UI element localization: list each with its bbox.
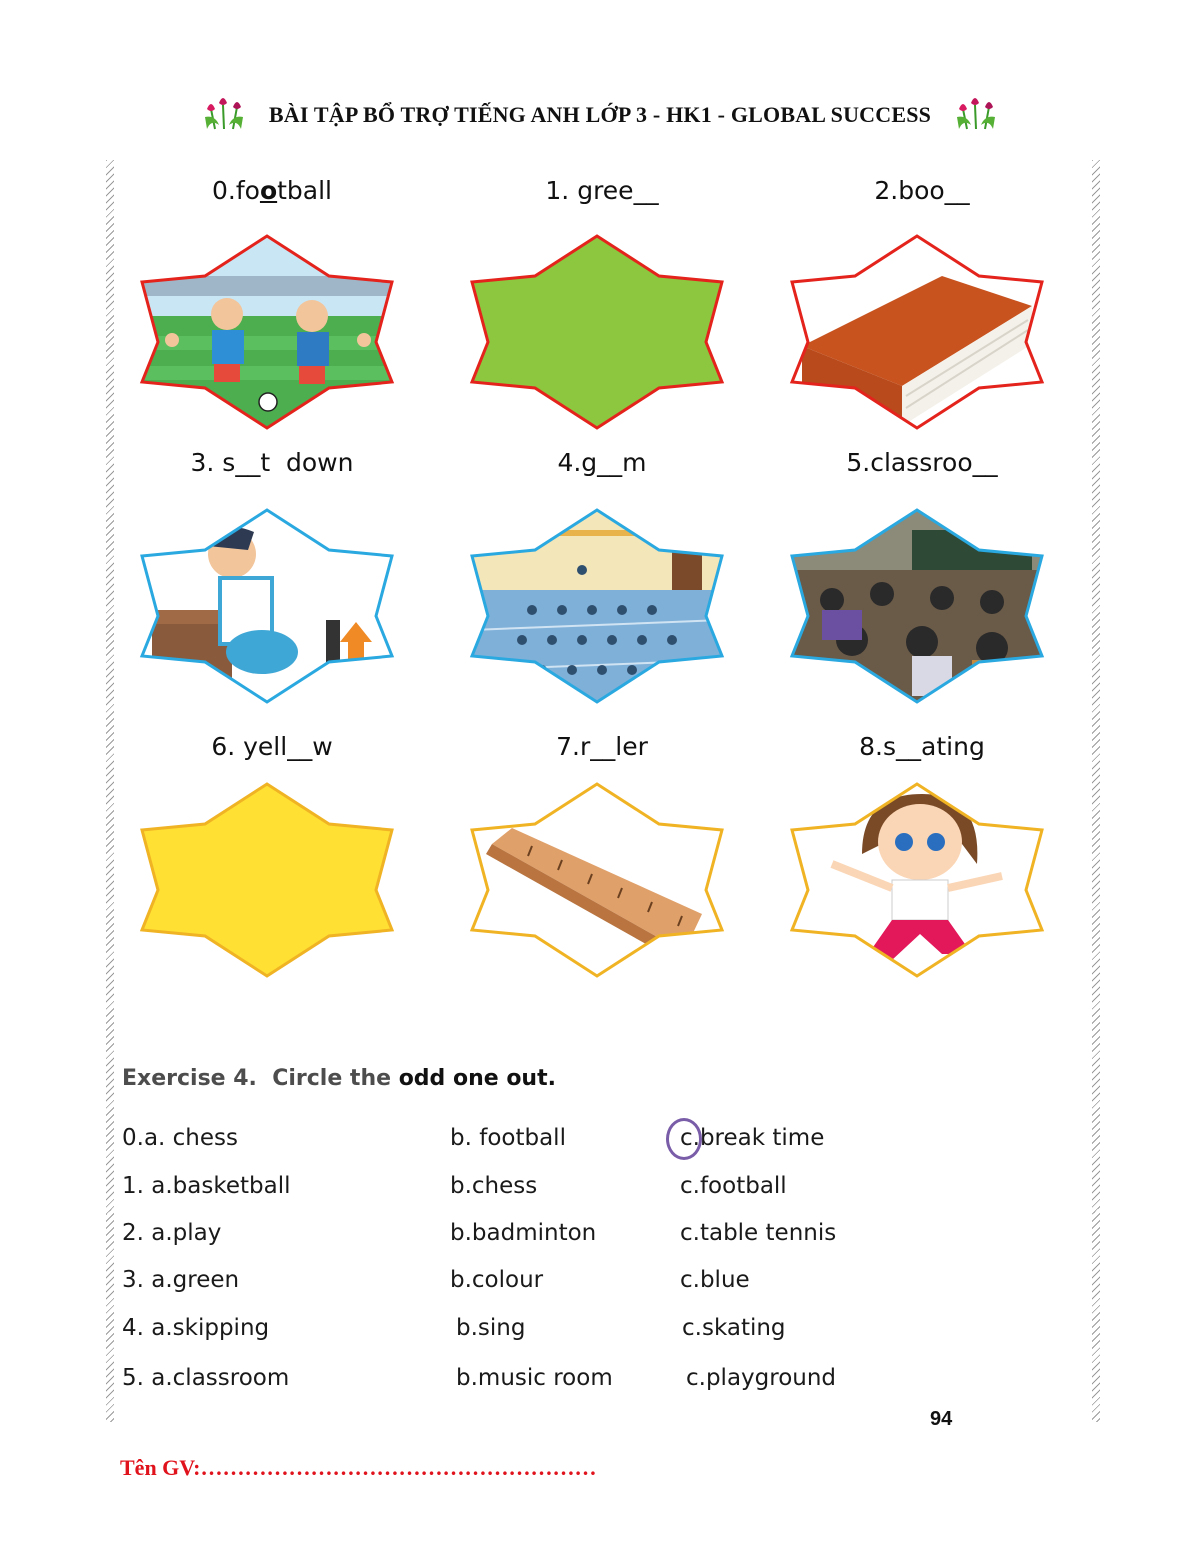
page-border-right	[1092, 160, 1100, 1422]
word-label: 8.s__ating	[859, 732, 985, 761]
word-label: 4.g__m	[557, 448, 647, 477]
option-b[interactable]: b.chess	[450, 1173, 538, 1199]
picture-item	[112, 730, 432, 764]
question-row	[122, 1118, 1082, 1158]
classroom-picture	[792, 510, 1042, 702]
green-colour-picture	[472, 236, 722, 428]
picture-item	[762, 730, 1082, 764]
question-row	[122, 1213, 1082, 1253]
question-row	[122, 1358, 1082, 1398]
picture-item	[762, 446, 1082, 480]
option-c[interactable]: c.table tennis	[680, 1220, 837, 1246]
picture-item	[112, 446, 432, 480]
word-label: 1. gree__	[545, 176, 659, 205]
tulip-flower-icon	[201, 85, 247, 131]
picture-item	[112, 174, 432, 208]
option-b[interactable]: b. football	[450, 1125, 566, 1151]
answer-circle-mark	[666, 1118, 702, 1160]
page-number: 94	[930, 1408, 953, 1430]
option-b[interactable]: b.music room	[456, 1365, 613, 1391]
worksheet-title: BÀI TẬP BỔ TRỢ TIẾNG ANH LỚP 3 - HK1 - GLOBAL SUCCESS	[268, 102, 932, 127]
exercise-4-heading: Exercise 4. Circle the odd one out.	[122, 1066, 556, 1091]
page-header	[0, 78, 1200, 138]
option-a[interactable]: 5. a.classroom	[122, 1365, 290, 1391]
option-b[interactable]: b.colour	[450, 1267, 544, 1293]
option-a[interactable]: 2. a.play	[122, 1220, 222, 1246]
word-label: 7.r__ler	[556, 732, 648, 761]
page-border-left	[106, 160, 114, 1422]
option-a[interactable]: 0.a. chess	[122, 1125, 238, 1151]
book-picture	[792, 236, 1042, 428]
football-picture	[142, 236, 392, 428]
picture-item	[762, 174, 1082, 208]
question-row	[122, 1166, 1082, 1206]
option-c[interactable]: c.break time	[680, 1125, 825, 1151]
picture-item	[442, 174, 762, 208]
ruler-picture	[472, 784, 722, 976]
word-label: 6. yell__w	[211, 732, 333, 761]
skating-picture	[792, 784, 1042, 976]
sit-down-picture	[142, 510, 392, 702]
question-row	[122, 1260, 1082, 1300]
word-label: 0.football	[211, 176, 333, 205]
picture-item	[442, 446, 762, 480]
question-row	[122, 1308, 1082, 1348]
option-a[interactable]: 3. a.green	[122, 1267, 240, 1293]
option-b[interactable]: b.sing	[456, 1315, 526, 1341]
word-label: 2.boo__	[874, 176, 970, 205]
tulip-flower-icon	[953, 85, 999, 131]
option-c[interactable]: c.blue	[680, 1267, 750, 1293]
word-label: 5.classroo__	[846, 448, 998, 477]
option-c[interactable]: c.playground	[686, 1365, 837, 1391]
option-c[interactable]: c.skating	[682, 1315, 786, 1341]
word-label: 3. s__t down	[190, 448, 354, 477]
option-c[interactable]: c.football	[680, 1173, 787, 1199]
picture-item	[442, 730, 762, 764]
yellow-colour-picture	[142, 784, 392, 976]
gym-picture	[472, 510, 722, 702]
option-b[interactable]: b.badminton	[450, 1220, 597, 1246]
teacher-name-line: Tên GV:………………………………………………	[120, 1455, 597, 1480]
option-a[interactable]: 1. a.basketball	[122, 1173, 291, 1199]
option-a[interactable]: 4. a.skipping	[122, 1315, 270, 1341]
